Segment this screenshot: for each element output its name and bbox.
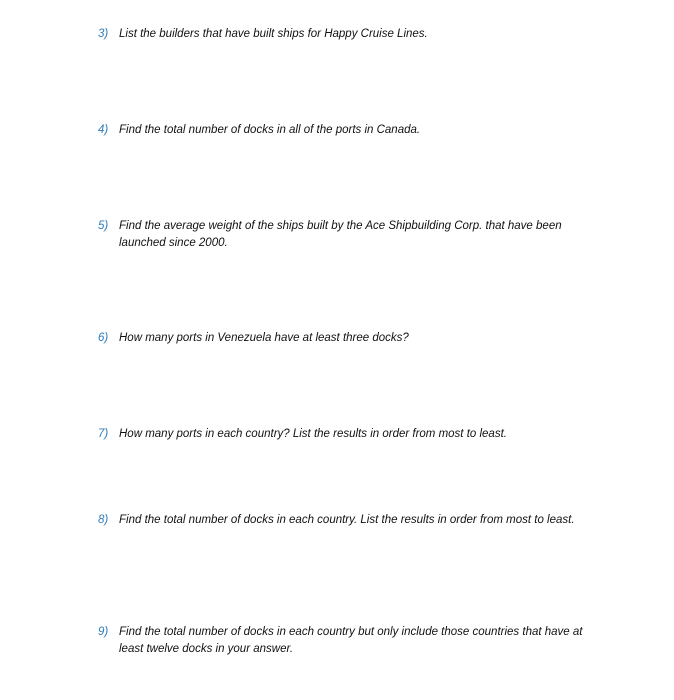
question-text: List the builders that have built ships for Happy Cruise Lines. bbox=[119, 28, 428, 40]
question-6 bbox=[98, 330, 618, 347]
question-text: Find the total number of docks in each country. List the results in order from most to least. bbox=[119, 514, 575, 526]
question-8 bbox=[98, 512, 588, 529]
question-number: 5) bbox=[98, 220, 109, 232]
question-number: 8) bbox=[98, 514, 109, 526]
question-4 bbox=[98, 122, 618, 139]
question-number: 7) bbox=[98, 428, 109, 440]
question-number: 4) bbox=[98, 124, 109, 136]
question-5 bbox=[98, 218, 598, 251]
question-text: Find the total number of docks in all of the ports in Canada. bbox=[119, 124, 421, 136]
question-9 bbox=[98, 624, 608, 657]
question-number: 9) bbox=[98, 626, 109, 638]
question-text: How many ports in each country? List the results in order from most to least. bbox=[119, 428, 507, 440]
question-text: Find the average weight of the ships built by the Ace Shipbuilding Corp. that have been launched since 2000. bbox=[119, 220, 562, 249]
question-number: 6) bbox=[98, 332, 109, 344]
question-number: 3) bbox=[98, 28, 109, 40]
question-7 bbox=[98, 426, 618, 443]
question-text: How many ports in Venezuela have at least three docks? bbox=[119, 332, 409, 344]
question-text: Find the total number of docks in each country but only include those countries that have at least twelve docks in your answer. bbox=[119, 626, 583, 655]
question-3 bbox=[98, 26, 618, 43]
